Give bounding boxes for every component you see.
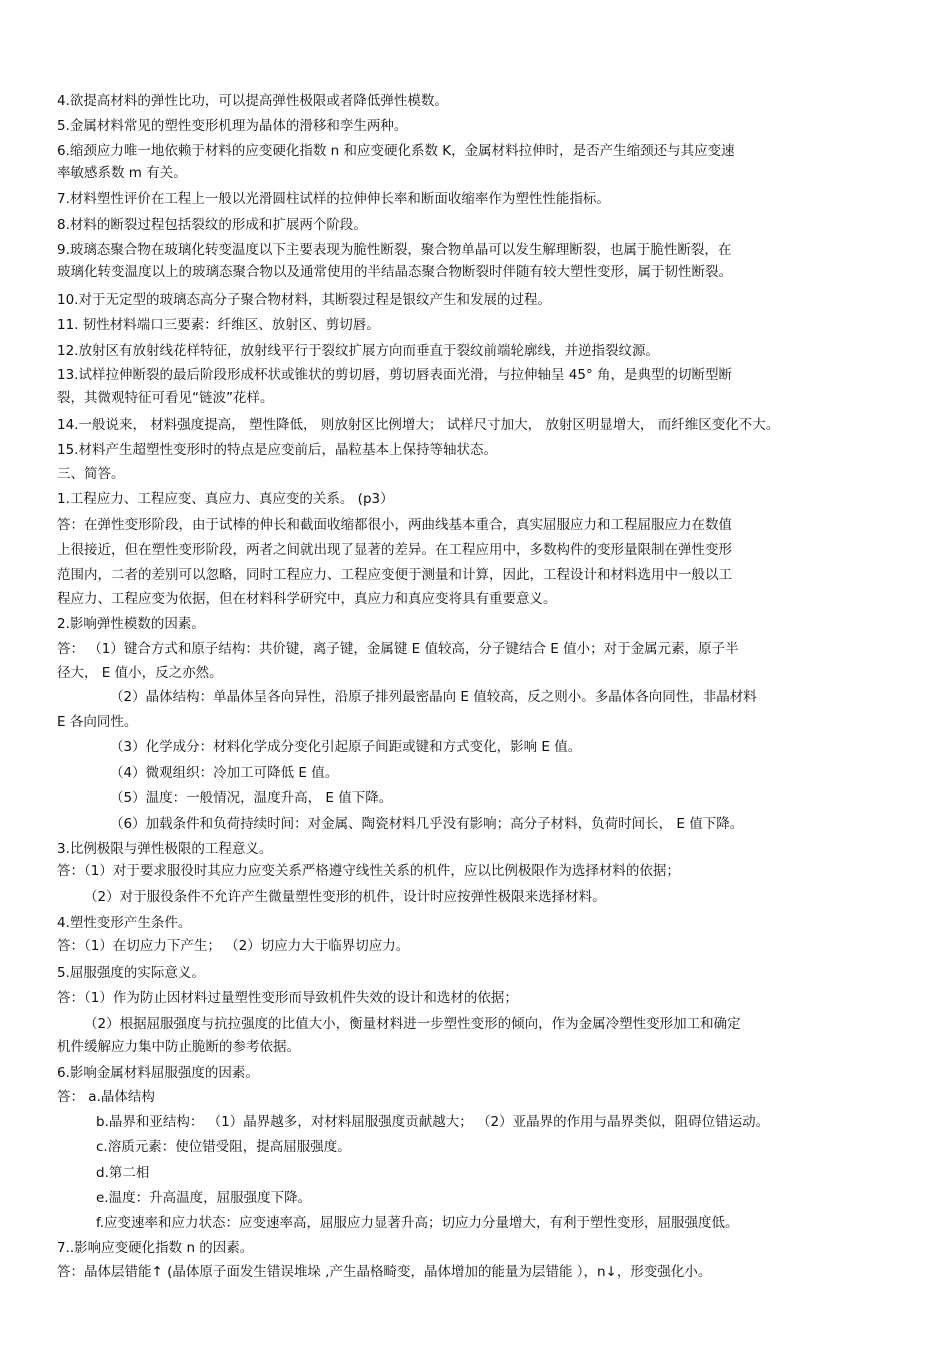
question-heading: 6.影响金属材料屈服强度的因素。: [57, 1065, 259, 1081]
text-line: 13.试样拉伸断裂的最后阶段形成杯状或锥状的剪切唇，剪切唇表面光滑，与拉伸轴呈 45° 角，是典型的切断型断: [57, 367, 732, 383]
answer-line: c.溶质元素：使位错受阻，提高屈服强度。: [96, 1139, 351, 1155]
answer-line: （2）对于服役条件不允许产生微量塑性变形的机件，设计时应按弹性极限来选择材料。: [84, 889, 606, 905]
section-heading: 三、简答。: [57, 466, 125, 482]
answer-line: d.第二相: [96, 1165, 150, 1181]
text-line: 6.缩颈应力唯一地依赖于材料的应变硬化指数 n 和应变硬化系数 K，金属材料拉伸时，是否产生缩颈还与其应变速: [57, 143, 735, 159]
text-line: 8.材料的断裂过程包括裂纹的形成和扩展两个阶段。: [57, 217, 367, 233]
answer-line: f.应变速率和应力状态：应变速率高，屈服应力显著升高；切应力分量增大，有利于塑性变形，屈服强度低。: [96, 1215, 739, 1231]
answer-line: 径大， E 值小，反之亦然。: [57, 665, 223, 681]
answer-line: 上很接近，但在塑性变形阶段，两者之间就出现了显著的差异。在工程应用中，多数构件的变形量限制在弹性变形: [57, 542, 732, 558]
question-heading: 1.工程应力、工程应变、真应力、真应变的关系。 (p3）: [57, 491, 394, 507]
text-line: 10.对于无定型的玻璃态高分子聚合物材料，其断裂过程是银纹产生和发展的过程。: [57, 292, 551, 308]
text-line: 9.玻璃态聚合物在玻璃化转变温度以下主要表现为脆性断裂，聚合物单晶可以发生解理断裂，也属于脆性断裂，在: [57, 242, 732, 258]
question-heading: 4.塑性变形产生条件。: [57, 915, 192, 931]
answer-line: 答：在弹性变形阶段，由于试棒的伸长和截面收缩都很小，两曲线基本重合，真实屈服应力和工程屈服应力在数值: [57, 517, 732, 533]
text-line: 14.一般说来， 材料强度提高， 塑性降低， 则放射区比例增大； 试样尺寸加大， 放射区明显增大， 而纤维区变化不大。: [57, 417, 780, 433]
answer-line: 答：晶体层错能↑ (晶体原子面发生错误堆垛 ,产生晶格畸变，晶体增加的能量为层错能 ），n↓，形变强化小。: [57, 1264, 712, 1280]
answer-line: e.温度：升高温度，屈服强度下降。: [96, 1190, 312, 1206]
answer-line: （6）加载条件和负荷持续时间：对金属、陶瓷材料几乎没有影响；高分子材料，负荷时间长， E 值下降。: [110, 816, 744, 832]
answer-line: 答：（1）作为防止因材料过量塑性变形而导致机件失效的设计和选材的依据；: [57, 990, 518, 1006]
answer-line: （5）温度：一般情况，温度升高， E 值下降。: [110, 790, 393, 806]
text-line: 7.材料塑性评价在工程上一般以光滑圆柱试样的拉伸伸长率和断面收缩率作为塑性性能指标。: [57, 191, 610, 207]
text-line: 率敏感系数 m 有关。: [57, 165, 187, 181]
question-heading: 5.屈服强度的实际意义。: [57, 965, 205, 981]
text-line: 4.欲提高材料的弹性比功，可以提高弹性极限或者降低弹性模数。: [57, 93, 448, 109]
answer-line: 答： a.晶体结构: [57, 1089, 155, 1105]
answer-line: b.晶界和亚结构： （1）晶界越多，对材料屈服强度贡献越大； （2）亚晶界的作用与晶界类似，阻碍位错运动。: [96, 1114, 770, 1130]
text-line: 玻璃化转变温度以上的玻璃态聚合物以及通常使用的半结晶态聚合物断裂时伴随有较大塑性变形，属于韧性断裂。: [57, 264, 732, 280]
answer-line: （3）化学成分：材料化学成分变化引起原子间距或键和方式变化，影响 E 值。: [110, 739, 582, 755]
answer-line: （2）根据屈服强度与抗拉强度的比值大小，衡量材料进一步塑性变形的倾向，作为金属冷塑性变形加工和确定: [84, 1016, 741, 1032]
question-heading: 2.影响弹性模数的因素。: [57, 616, 205, 632]
text-line: 5.金属材料常见的塑性变形机理为晶体的滑移和孪生两种。: [57, 118, 408, 134]
answer-line: 程应力、工程应变为依据，但在材料科学研究中，真应力和真应变将具有重要意义。: [57, 591, 557, 607]
question-heading: 3.比例极限与弹性极限的工程意义。: [57, 841, 273, 857]
answer-line: 答：（1）对于要求服役时其应力应变关系严格遵守线性关系的机件，应以比例极限作为选择材料的依据；: [57, 863, 680, 879]
text-line: 11. 韧性材料端口三要素：纤维区、放射区、剪切唇。: [57, 317, 380, 333]
answer-line: 答： （1）键合方式和原子结构：共价键，离子键，金属键 E 值较高，分子键结合 E 值小；对于金属元素，原子半: [57, 641, 739, 657]
text-line: 12.放射区有放射线花样特征，放射线平行于裂纹扩展方向而垂直于裂纹前端轮廓线，并逆指裂纹源。: [57, 343, 659, 359]
answer-line: 答：（1）在切应力下产生； （2）切应力大于临界切应力。: [57, 938, 410, 954]
answer-line: 机件缓解应力集中防止脆断的参考依据。: [57, 1039, 300, 1055]
answer-line: 范围内，二者的差别可以忽略，同时工程应力、工程应变便于测量和计算，因此，工程设计和材料选用中一般以工: [57, 567, 732, 583]
answer-line: （4）微观组织：冷加工可降低 E 值。: [110, 765, 339, 781]
text-line: 15.材料产生超塑性变形时的特点是应变前后，晶粒基本上保持等轴状态。: [57, 442, 497, 458]
text-line: 裂，其微观特征可看见“链波”花样。: [57, 390, 274, 406]
question-heading: 7..影响应变硬化指数 n 的因素。: [57, 1240, 254, 1256]
answer-line: E 各向同性。: [57, 714, 138, 730]
answer-line: （2）晶体结构：单晶体呈各向异性，沿原子排列最密晶向 E 值较高，反之则小。多晶体各向同性，非晶材料: [110, 689, 757, 705]
